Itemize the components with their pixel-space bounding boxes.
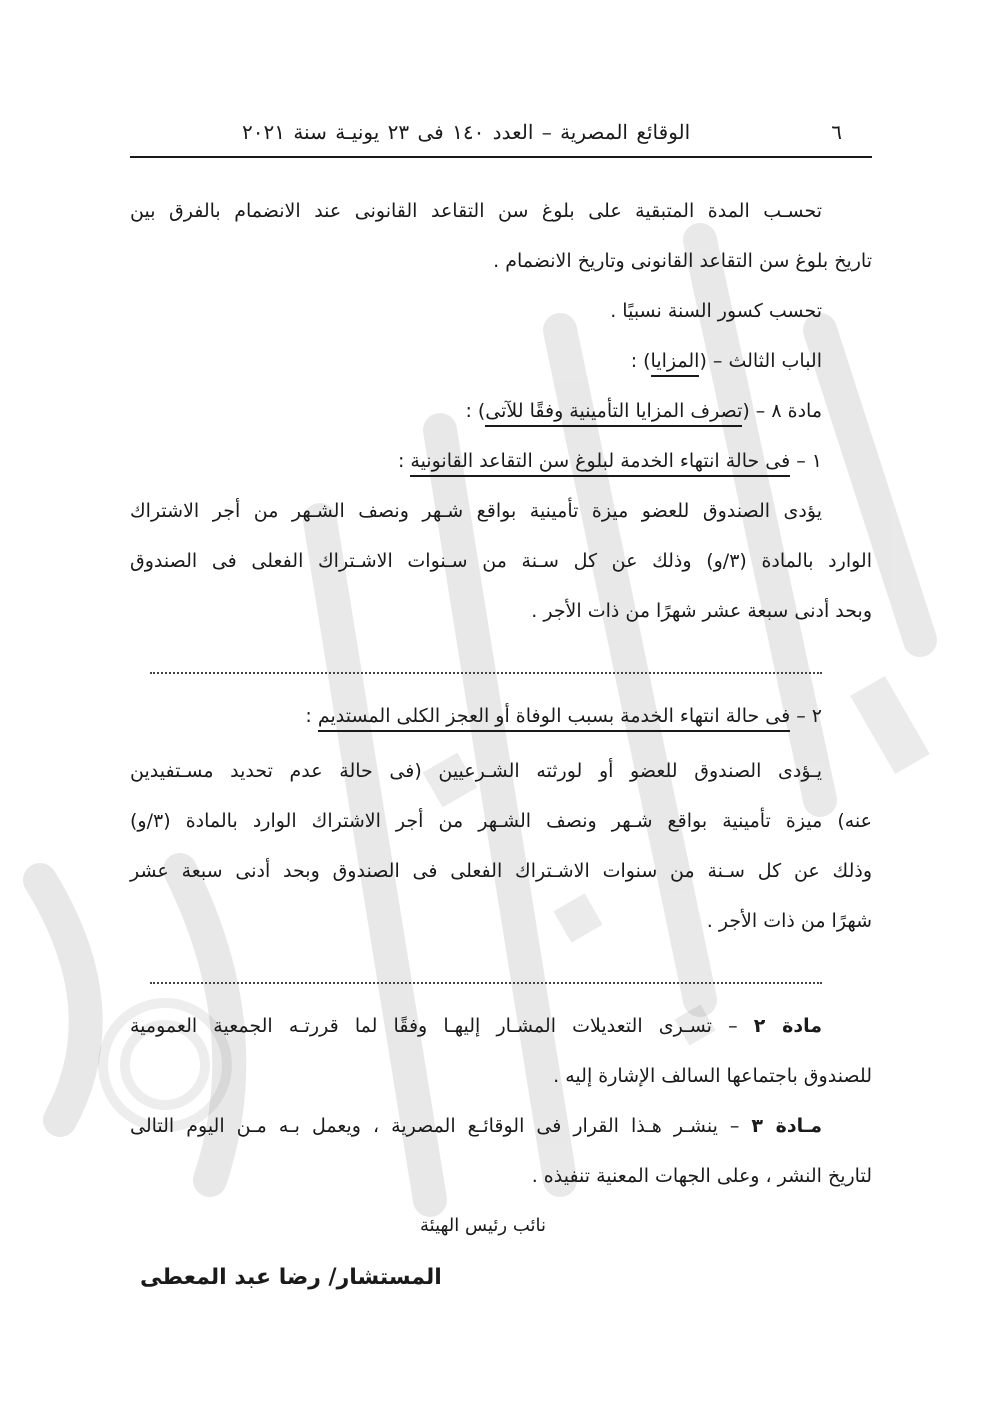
dotted-separator: [150, 980, 822, 984]
paragraph-line: يؤدى الصندوق للعضو ميزة تأمينية بواقع شـهر ونصف الشـهر من أجر الاشتراك: [130, 500, 822, 522]
signature-name: المستشار/ رضا عبد المعطى: [140, 1265, 442, 1290]
page-header: [130, 120, 872, 158]
item-number: ١ –: [790, 450, 822, 472]
dotted-separator: [150, 670, 822, 674]
article-label: مادة ٢: [753, 1015, 822, 1037]
item-suffix: :: [305, 705, 318, 727]
item-title: فى حالة انتهاء الخدمة بسبب الوفاة أو العجز الكلى المستديم: [318, 705, 790, 732]
article-heading: [130, 395, 872, 427]
section-suffix: ) :: [630, 350, 651, 372]
journal-title: الوقائع المصرية – العدد ١٤٠ فى ٢٣ يونيـة سنة ٢٠٢١: [242, 120, 691, 144]
item-suffix: :: [397, 450, 411, 472]
article-text: – ينشـر هـذا القرار فى الوقائـع المصرية ، ويعمل بـه مـن اليوم التالى: [130, 1115, 752, 1137]
paragraph-line: شهرًا من ذات الأجر .: [706, 910, 872, 932]
signature-title: نائب رئيس الهيئة: [420, 1215, 546, 1236]
page-number: ٦: [831, 120, 842, 144]
item-number: ٢ –: [790, 705, 822, 727]
article-paragraph: [130, 1110, 872, 1142]
section-title: المزايا: [651, 350, 700, 377]
paragraph-line: تاريخ بلوغ سن التقاعد القانونى وتاريخ الانضمام .: [493, 250, 872, 272]
paragraph-line: وذلك عن كل سـنة من سنوات الاشـتراك الفعلى فى الصندوق وبحد أدنى سبعة عشر: [130, 860, 872, 882]
article-paragraph: [130, 1010, 872, 1042]
article-label: مـادة ٣: [751, 1115, 822, 1137]
article-suffix: ) :: [465, 400, 486, 422]
document-page: [130, 100, 872, 1380]
paragraph-line: لتاريخ النشر ، وعلى الجهات المعنية تنفيذه .: [531, 1165, 872, 1187]
section-heading: [130, 345, 872, 377]
section-prefix: الباب الثالث – (: [699, 350, 822, 372]
paragraph-line: عنه) ميزة تأمينية بواقع شـهر ونصف الشـهر من أجر الاشتراك الوارد بالمادة (٣/و): [130, 810, 872, 832]
paragraph-line: يـؤدى الصندوق للعضو أو لورثته الشـرعيين (فى حالة عدم تحديد مسـتفيدين: [130, 760, 822, 782]
paragraph-line: تحسب كسور السنة نسبيًا .: [610, 300, 822, 322]
paragraph-line: للصندوق باجتماعها السالف الإشارة إليه .: [553, 1065, 872, 1087]
item-heading: [130, 445, 872, 477]
item-heading: [130, 700, 872, 732]
paragraph-line: الوارد بالمادة (٣/و) وذلك عن كل سـنة من سـنوات الاشـتراك الفعلى فى الصندوق: [130, 550, 872, 572]
article-title: تصرف المزايا التأمينية وفقًا للآتى: [485, 400, 742, 427]
paragraph-line: وبحد أدنى سبعة عشر شهرًا من ذات الأجر .: [531, 600, 872, 622]
paragraph-line: تحسـب المدة المتبقية على بلوغ سن التقاعد القانونى عند الانضمام بالفرق بين: [130, 200, 822, 222]
article-text: – تسـرى التعديلات المشـار إليهـا وفقًا لما قررتـه الجمعية العمومية: [130, 1015, 754, 1037]
item-title: فى حالة انتهاء الخدمة لبلوغ سن التقاعد القانونية: [410, 450, 790, 477]
article-prefix: مادة ٨ – (: [742, 400, 822, 422]
